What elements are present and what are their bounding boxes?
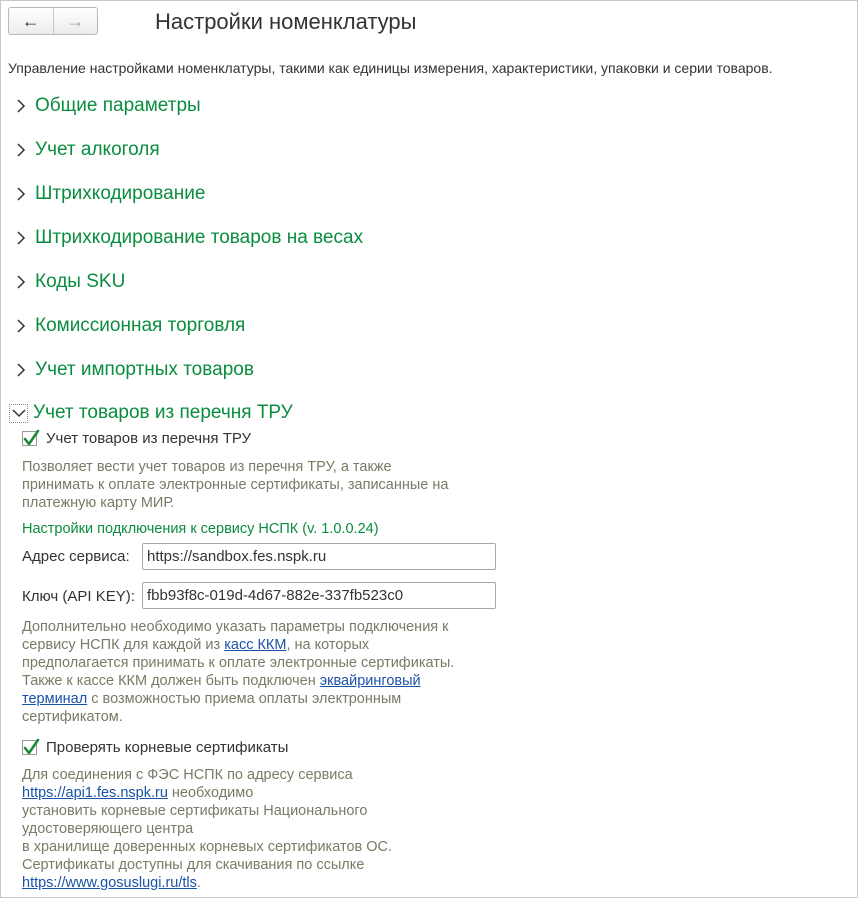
note-line: Для соединения с ФЭС НСПК по адресу сервиса	[22, 767, 353, 783]
checkmark-icon	[22, 428, 40, 448]
chevron-right-icon	[12, 317, 30, 335]
arrow-right-icon: →	[66, 11, 85, 31]
note-line	[22, 636, 502, 654]
note-text: .	[196, 875, 201, 891]
kkm-registers-link[interactable]: касс ККМ	[224, 637, 287, 653]
note-line: Сертификаты доступны для скачивания по ссылке	[22, 857, 365, 873]
note-line	[22, 784, 502, 802]
tru-accounting-checkbox[interactable]	[22, 430, 251, 447]
note-text: необходимо	[167, 785, 254, 801]
section-label: Общие параметры	[35, 95, 201, 116]
section-label: Штрихкодирование товаров на весах	[35, 227, 364, 248]
nspk-settings-heading: Настройки подключения к сервису НСПК (v. 1.0.0.24)	[22, 521, 379, 537]
note-line: Позволяет вести учет товаров из перечня ТРУ, а также	[22, 459, 392, 475]
nspk-connection-info	[22, 618, 502, 726]
section-commission-trade[interactable]	[12, 312, 245, 340]
note-line	[22, 672, 502, 690]
root-certificates-checkbox[interactable]	[22, 739, 288, 756]
note-text: с возможностью приема оплаты электронным	[87, 691, 402, 707]
checkbox-box[interactable]	[22, 431, 37, 446]
section-import-goods[interactable]	[12, 356, 254, 384]
section-label: Коды SKU	[35, 271, 126, 292]
note-line: удостоверяющего центра	[22, 821, 194, 837]
forward-button[interactable]	[54, 8, 98, 34]
note-line: платежную карту МИР.	[22, 495, 175, 511]
chevron-down-icon	[9, 404, 28, 423]
note-line	[22, 874, 502, 892]
arrow-left-icon: ←	[21, 11, 40, 31]
note-line: в хранилище доверенных корневых сертификатов ОС.	[22, 839, 393, 855]
checkmark-icon	[22, 737, 40, 757]
api-key-label: Ключ (API KEY):	[22, 588, 135, 605]
checkbox-label: Проверять корневые сертификаты	[46, 739, 289, 756]
acquiring-terminal-link-cont[interactable]: терминал	[22, 691, 88, 707]
checkbox-label: Учет товаров из перечня ТРУ	[46, 430, 252, 447]
chevron-right-icon	[12, 229, 30, 247]
chevron-right-icon	[12, 273, 30, 291]
acquiring-terminal-link[interactable]: эквайринговый	[319, 673, 421, 689]
tru-description	[22, 458, 502, 512]
section-sku-codes[interactable]	[12, 268, 125, 296]
checkbox-box[interactable]	[22, 740, 37, 755]
page-title: Настройки номенклатуры	[155, 9, 417, 34]
service-address-input[interactable]: https://sandbox.fes.nspk.ru	[142, 543, 496, 570]
section-scale-barcoding[interactable]	[12, 224, 363, 252]
chevron-right-icon	[12, 141, 30, 159]
note-line: принимать к оплате электронные сертификаты, записанные на	[22, 477, 449, 493]
note-line: установить корневые сертификаты Национального	[22, 803, 368, 819]
section-barcoding[interactable]	[12, 180, 205, 208]
section-label: Учет алкоголя	[35, 139, 160, 160]
note-text: , на которых	[286, 637, 370, 653]
section-tru-goods[interactable]	[9, 399, 293, 427]
chevron-right-icon	[12, 97, 30, 115]
note-line	[22, 690, 502, 708]
back-button[interactable]	[9, 8, 54, 34]
api-fes-nspk-link[interactable]: https://api1.fes.nspk.ru	[22, 785, 168, 801]
note-line: сертификатом.	[22, 709, 123, 725]
chevron-right-icon	[12, 185, 30, 203]
nav-button-group	[8, 7, 98, 35]
section-label: Штрихкодирование	[35, 183, 206, 204]
note-text: сервису НСПК для каждой из	[22, 637, 225, 653]
note-line: Дополнительно необходимо указать параметры подключения к	[22, 619, 449, 635]
note-text: Также к кассе ККМ должен быть подключен	[22, 673, 320, 689]
gosuslugi-tls-link[interactable]: https://www.gosuslugi.ru/tls	[22, 875, 197, 891]
note-line: предполагается принимать к оплате электронные сертификаты.	[22, 655, 455, 671]
section-label: Учет товаров из перечня ТРУ	[33, 402, 293, 423]
api-key-input[interactable]: fbb93f8c-019d-4d67-882e-337fb523c0	[142, 582, 496, 609]
section-label: Комиссионная торговля	[35, 315, 246, 336]
chevron-right-icon	[12, 361, 30, 379]
section-general-params[interactable]	[12, 92, 201, 120]
page-description: Управление настройками номенклатуры, такими как единицы измерения, характеристики, упаковки и серии товаров.	[8, 60, 773, 76]
section-alcohol[interactable]	[12, 136, 160, 164]
section-label: Учет импортных товаров	[35, 359, 254, 380]
service-address-label: Адрес сервиса:	[22, 548, 130, 565]
root-certificates-info	[22, 766, 502, 892]
